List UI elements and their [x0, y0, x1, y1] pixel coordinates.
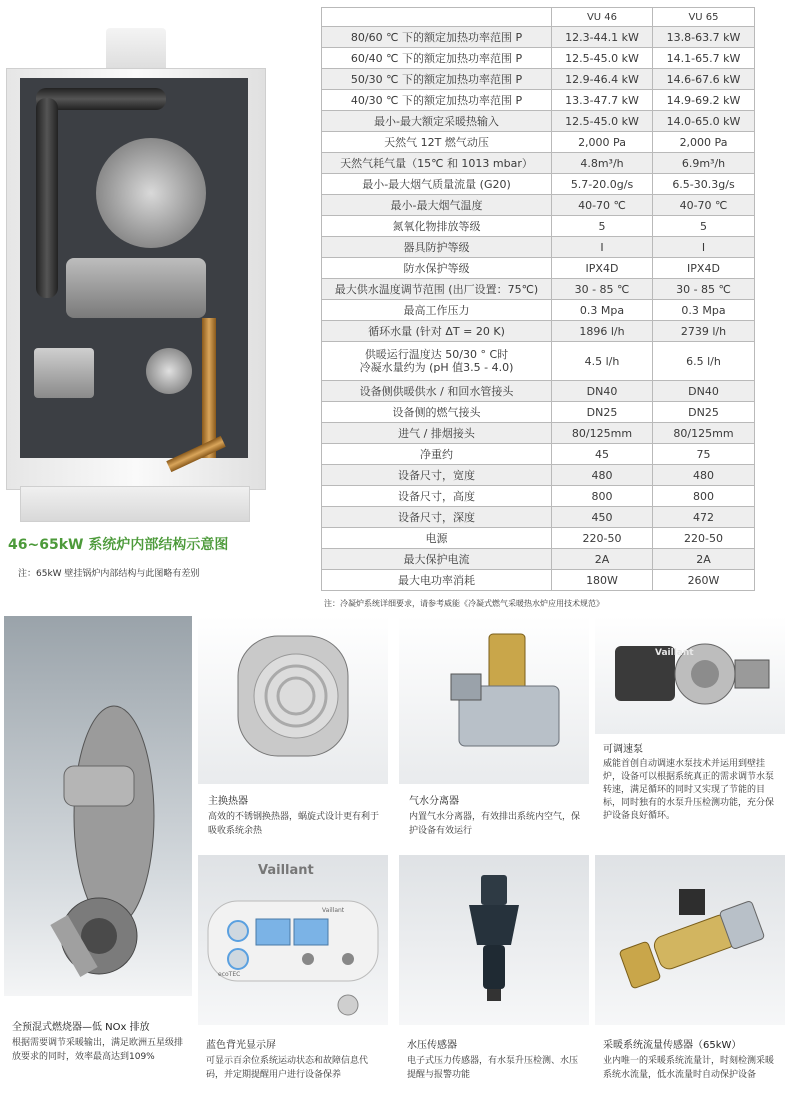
flue-outlet — [106, 28, 166, 72]
spec-label-cell: 循环水量 (针对 ΔT = 20 K) — [322, 321, 552, 342]
card-display — [198, 855, 388, 1098]
spec-vu65-cell: I — [653, 237, 755, 258]
spec-vu65-cell: 14.1-65.7 kW — [653, 48, 755, 69]
spec-vu46-cell: IPX4D — [552, 258, 653, 279]
spec-table — [321, 7, 755, 591]
spec-vu65-cell: 480 — [653, 465, 755, 486]
pump-part — [146, 348, 192, 394]
spec-label-cell: 最小-最大烟气质量流量 (G20) — [322, 174, 552, 195]
spec-vu65-cell: 260W — [653, 570, 755, 591]
spec-vu65-cell: 14.9-69.2 kW — [653, 90, 755, 111]
spec-vu65-cell: 2739 l/h — [653, 321, 755, 342]
spec-vu65-cell: DN25 — [653, 402, 755, 423]
burner-photo — [4, 616, 192, 996]
spec-label-cell: 天然气 12T 燃气动压 — [322, 132, 552, 153]
boiler-base-cover — [20, 486, 250, 522]
pressure-sensor-icon — [399, 855, 589, 1025]
card-separator — [399, 616, 589, 846]
spec-vu46-cell: 0.3 Mpa — [552, 300, 653, 321]
table-row — [322, 69, 755, 90]
spec-label-cell: 最大电功率消耗 — [322, 570, 552, 591]
display-photo — [198, 855, 388, 1025]
spec-vu46-cell: 220-50 — [552, 528, 653, 549]
spec-vu65-cell: 220-50 — [653, 528, 755, 549]
pump-brand-label: Vaillant — [655, 648, 694, 658]
spec-label-cell: 60/40 ℃ 下的额定加热功率范围 P — [322, 48, 552, 69]
spec-vu46-cell: DN40 — [552, 381, 653, 402]
gas-valve-part — [34, 348, 94, 398]
spec-label-cell: 最小-最大烟气温度 — [322, 195, 552, 216]
spec-label-cell: 最小-最大额定采暖热输入 — [322, 111, 552, 132]
spec-vu65-cell: 6.5-30.3g/s — [653, 174, 755, 195]
spec-vu46-cell: 13.3-47.7 kW — [552, 90, 653, 111]
spec-vu46-cell: 180W — [552, 570, 653, 591]
spec-vu46-cell: 480 — [552, 465, 653, 486]
spec-vu46-cell: 2A — [552, 549, 653, 570]
spec-vu46-cell: 12.9-46.4 kW — [552, 69, 653, 90]
display-desc: 可显示百余位系统运动状态和故障信息代码，并定期提醒用户进行设备保养 — [206, 1056, 369, 1080]
table-row — [322, 174, 755, 195]
figure-caption: 46~65kW 系统炉内部结构示意图 — [8, 537, 229, 553]
spec-label-cell: 最高工作压力 — [322, 300, 552, 321]
separator-photo — [399, 616, 589, 784]
spec-label-cell: 防水保护等级 — [322, 258, 552, 279]
pressure-photo — [399, 855, 589, 1025]
spec-vu46-cell: 12.5-45.0 kW — [552, 111, 653, 132]
card-pressure — [399, 855, 589, 1098]
separator-icon — [399, 616, 589, 784]
flue-pipe — [36, 98, 58, 298]
spec-vu65-cell: 80/125mm — [653, 423, 755, 444]
table-row — [322, 27, 755, 48]
table-row — [322, 549, 755, 570]
table-row — [322, 465, 755, 486]
table-row — [322, 279, 755, 300]
card-burner — [4, 616, 192, 1098]
spec-label-cell: 80/60 ℃ 下的额定加热功率范围 P — [322, 27, 552, 48]
spec-label-cell: 设备侧供暖供水 / 和回水管接头 — [322, 381, 552, 402]
spec-vu65-cell: 2,000 Pa — [653, 132, 755, 153]
spec-vu46-cell: 45 — [552, 444, 653, 465]
spec-vu46-cell: 5.7-20.0g/s — [552, 174, 653, 195]
table-row — [322, 321, 755, 342]
spec-vu46-cell: 800 — [552, 486, 653, 507]
heat-exchanger-part — [96, 138, 206, 248]
flow-photo — [595, 855, 785, 1025]
table-row — [322, 444, 755, 465]
spec-vu46-cell: 2,000 Pa — [552, 132, 653, 153]
spec-vu65-cell: 472 — [653, 507, 755, 528]
heat-exchanger-icon — [198, 616, 388, 784]
card-flow — [595, 855, 785, 1098]
spec-label-cell: 设备侧的燃气接头 — [322, 402, 552, 423]
spec-vu65-cell: DN40 — [653, 381, 755, 402]
spec-vu46-cell: 30 - 85 ℃ — [552, 279, 653, 300]
table-header-vu46: VU 46 — [552, 8, 653, 27]
spec-label-cell: 净重约 — [322, 444, 552, 465]
spec-label-cell: 进气 / 排烟接头 — [322, 423, 552, 444]
spec-vu46-cell: 80/125mm — [552, 423, 653, 444]
spec-label-cell: 器具防护等级 — [322, 237, 552, 258]
spec-label-cell: 电源 — [322, 528, 552, 549]
display-title: 蓝色背光显示屏 — [206, 1040, 276, 1051]
spec-vu65-cell: 5 — [653, 216, 755, 237]
spec-vu65-cell: 40-70 ℃ — [653, 195, 755, 216]
spec-vu46-cell: 4.5 l/h — [552, 342, 653, 381]
spec-vu65-cell: 6.9m³/h — [653, 153, 755, 174]
table-body — [322, 27, 755, 591]
table-header-row — [322, 8, 755, 27]
spec-vu65-cell: 6.5 l/h — [653, 342, 755, 381]
pump-title: 可调速泵 — [603, 744, 643, 755]
table-row — [322, 423, 755, 444]
spec-vu46-cell: 12.3-44.1 kW — [552, 27, 653, 48]
table-row — [322, 381, 755, 402]
copper-pipe — [202, 318, 216, 458]
table-row — [322, 216, 755, 237]
spec-label-cell: 设备尺寸，高度 — [322, 486, 552, 507]
figure-note: 注：65kW 壁挂锅炉内部结构与此图略有差别 — [18, 569, 200, 579]
flow-title: 采暖系统流量传感器（65kW） — [603, 1040, 742, 1051]
display-panel-brand: Vaillant — [322, 907, 345, 914]
table-row — [322, 507, 755, 528]
spec-vu46-cell: 12.5-45.0 kW — [552, 48, 653, 69]
table-row — [322, 570, 755, 591]
table-note: 注：冷凝炉系统详细要求，请参考威能《冷凝式燃气采暖热水炉应用技术规范》 — [324, 599, 604, 608]
pump-photo — [595, 616, 785, 734]
burner-desc: 根据需要调节采暖输出，满足欧洲五星级排放要求的同时，效率最高达到109% — [12, 1038, 184, 1062]
table-row — [322, 258, 755, 279]
spec-vu46-cell: DN25 — [552, 402, 653, 423]
table-row — [322, 402, 755, 423]
fan-part — [66, 258, 206, 318]
boiler-internal-illustration — [6, 28, 264, 520]
table-row — [322, 195, 755, 216]
pressure-title: 水压传感器 — [407, 1040, 457, 1051]
table-row — [322, 153, 755, 174]
table-row — [322, 528, 755, 549]
table-row — [322, 237, 755, 258]
pressure-desc: 电子式压力传感器，有水泵升压检测、水压提醒与报警功能 — [407, 1056, 579, 1080]
table-row — [322, 111, 755, 132]
circulation-pump-icon — [595, 616, 785, 734]
spec-label-cell: 50/30 ℃ 下的额定加热功率范围 P — [322, 69, 552, 90]
spec-vu46-cell: I — [552, 237, 653, 258]
spec-label-cell: 40/30 ℃ 下的额定加热功率范围 P — [322, 90, 552, 111]
spec-label-cell: 氮氧化物排放等级 — [322, 216, 552, 237]
spec-vu46-cell: 4.8m³/h — [552, 153, 653, 174]
table-header-blank — [322, 8, 552, 27]
spec-label-cell: 设备尺寸，深度 — [322, 507, 552, 528]
burner-assembly-icon — [4, 616, 192, 996]
spec-vu65-cell: 800 — [653, 486, 755, 507]
spec-vu65-cell: 13.8-63.7 kW — [653, 27, 755, 48]
control-panel-icon — [198, 855, 388, 1025]
spec-vu65-cell: 2A — [653, 549, 755, 570]
spec-vu46-cell: 40-70 ℃ — [552, 195, 653, 216]
burner-title: 全预混式燃烧器—低 NOx 排放 — [12, 1022, 150, 1033]
table-row — [322, 48, 755, 69]
spec-vu46-cell: 450 — [552, 507, 653, 528]
table-row — [322, 90, 755, 111]
table-row — [322, 342, 755, 381]
table-row — [322, 132, 755, 153]
heat-exchanger-title: 主换热器 — [208, 796, 248, 807]
table-header-vu65: VU 65 — [653, 8, 755, 27]
spec-vu65-cell: IPX4D — [653, 258, 755, 279]
flow-sensor-icon — [595, 855, 785, 1025]
spec-vu65-cell: 14.0-65.0 kW — [653, 111, 755, 132]
heat-exchanger-photo — [198, 616, 388, 784]
table-row — [322, 300, 755, 321]
display-brand-label: Vaillant — [258, 863, 314, 878]
heat-exchanger-desc: 高效的不锈钢换热器，蜗旋式设计更有利于吸收系统余热 — [208, 812, 380, 836]
separator-title: 气水分离器 — [409, 796, 459, 807]
card-heat-exchanger — [198, 616, 388, 846]
spec-vu65-cell: 14.6-67.6 kW — [653, 69, 755, 90]
card-pump — [595, 616, 785, 846]
display-panel-model: ecoTEC — [218, 971, 241, 978]
spec-vu65-cell: 0.3 Mpa — [653, 300, 755, 321]
spec-vu65-cell: 75 — [653, 444, 755, 465]
separator-desc: 内置气水分离器，有效排出系统内空气，保护设备有效运行 — [409, 812, 581, 836]
table-row — [322, 486, 755, 507]
spec-vu46-cell: 5 — [552, 216, 653, 237]
pump-desc: 威能首创自动调速水泵技术并运用到壁挂炉，设备可以根据系统真正的需求调节水泵转速，满足循环的同时又实现了节能的目标，同时独有的水泵升压检测功能，充分保护设备良好循环。 — [603, 759, 775, 821]
flow-desc: 业内唯一的采暖系统流量计，时刻检测采暖系统水流量，低水流量时自动保护设备 — [603, 1056, 775, 1080]
spec-label-cell: 最大供水温度调节范围 (出厂设置：75℃) — [322, 279, 552, 300]
spec-vu46-cell: 1896 l/h — [552, 321, 653, 342]
spec-vu65-cell: 30 - 85 ℃ — [653, 279, 755, 300]
spec-label-cell: 天然气耗气量（15℃ 和 1013 mbar） — [322, 153, 552, 174]
spec-label-cell: 供暖运行温度达 50/30 ° C时 冷凝水量约为 (pH 值3.5 - 4.0) — [322, 342, 552, 381]
spec-label-cell: 最大保护电流 — [322, 549, 552, 570]
spec-label-cell: 设备尺寸，宽度 — [322, 465, 552, 486]
